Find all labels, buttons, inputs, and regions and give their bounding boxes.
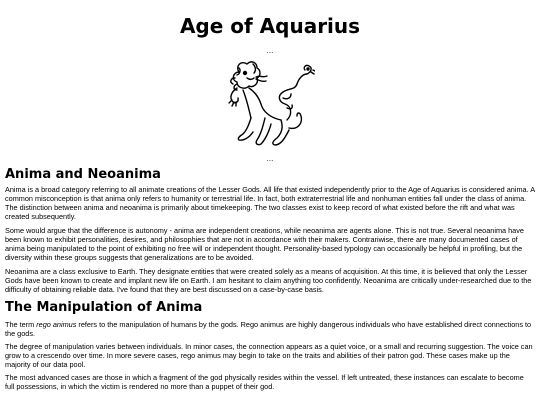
separator-top: ...	[266, 47, 274, 55]
text-fragment: refers to the manipulation of humans by the gods. Rego animus are highly dangerous individuals who have established direct connections to the gods.	[5, 320, 532, 338]
paragraph-manipulation-degree: The degree of manipulation varies between individuals. In minor cases, the connection appears as a quiet voice, or a small and recurring suggestion. The voice can grow to a crescendo over time. In more severe cases, rego animus may begin to take on the traits and abilities of their patron god. These cases make up the majority of our data pool.	[5, 342, 533, 369]
text-fragment: The term	[5, 320, 37, 329]
heraldic-lion-and-serpent-icon	[225, 58, 315, 150]
paragraph-rego-animus-term	[5, 321, 535, 339]
paragraph-advanced-cases: The most advanced cases are those in which a fragment of the god physically resides within the vessel. If left untreated, these instances can escalate to become full possessions, in which the victim is rendered no more than a puppet of their god.	[5, 373, 524, 391]
paragraph-autonomy: Some would argue that the difference is autonomy - anima are independent creations, while neoanima are agents alone. This is not true. Several neoanima have been known to exhibit personalities, desires, and philosophies that are not in accordance with their makers. Contrariwise, there are many documented cases of anima being manipulated to the point of exhibiting no free will or independent thought. Personality-based typology can occasionally be helpful in profiling, but the diversity within these groups suggests that generalizations are to be avoided.	[5, 226, 524, 262]
term-rego-animus: rego animus	[36, 320, 77, 329]
separator-bottom: ...	[266, 155, 274, 163]
paragraph-anima-definition: Anima is a broad category referring to all animate creations of the Lesser Gods. All life that existed independently prior to the Age of Aquarius is considered anima. A common misconception is that anima only refers to humanity or terrestrial life. In fact, both extraterrestrial life and nonhuman entities fall under the class of anima. The distinction between anima and neoanima is primarily about timekeeping. The two classes exist to keep record of what existed before the rift and what was created subsequently.	[5, 185, 535, 221]
section-heading-anima: Anima and Neoanima	[5, 167, 161, 182]
paragraph-neoanima: Neoanima are a class exclusive to Earth. They designate entities that were created solely as a means of acquisition. At this time, it is believed that only the Lesser Gods have been known to create and implant new life on Earth. I am hesitant to claim anything too confidently. Neoanima are critically under-researched due to the difficulty of obtaining reliable data. I've found that they are best discussed on a case-by-case basis.	[5, 267, 532, 294]
page-title: Age of Aquarius	[179, 14, 361, 38]
section-heading-manipulation: The Manipulation of Anima	[5, 300, 203, 315]
